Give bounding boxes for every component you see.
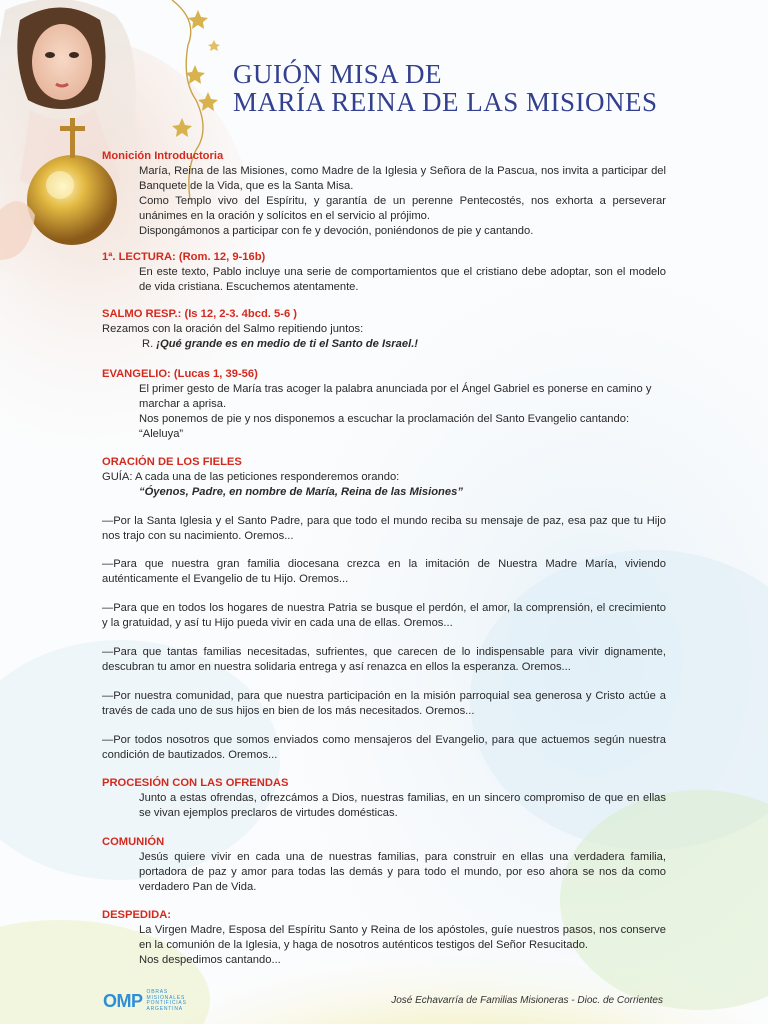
- petition-item: [102, 557, 666, 587]
- salmo-response-text: ¡Qué grande es en medio de ti el Santo de Israel.!: [156, 338, 419, 350]
- omp-logo: [103, 990, 187, 1012]
- evangelio-heading: EVANGELIO: (Lucas 1, 39-56): [102, 368, 258, 380]
- monicion-heading: Monición Introductoria: [102, 150, 224, 162]
- omp-logo-subtitle-line: OBRAS: [146, 989, 169, 995]
- despedida-body: [102, 923, 666, 968]
- despedida-paragraph-1: La Virgen Madre, Esposa del Espíritu Santo y Reina de los apóstoles, guíe nuestros pasos, nos conserve en la comunión de la Iglesia, y haga de nosotros auténticos testigos del Señor Resucitado.: [139, 924, 666, 951]
- evangelio-paragraph-2: Nos ponemos de pie y nos disponemos a escuchar la proclamación del Santo Evangelio cantando: “Aleluya”: [139, 413, 630, 440]
- monicion-paragraph-2: Como Templo vivo del Espíritu, y garantía de un perenne Pentecostés, nos exhorta a perseverar unánimes en la oración y solícitos en el servicio al prójimo.: [139, 195, 666, 222]
- monicion-paragraph-1: María, Reina de las Misiones, como Madre de la Iglesia y Señora de la Pascua, nos invita a participar del Banquete de la Vida, que es la Santa Misa.: [139, 165, 666, 192]
- petition-item: [102, 514, 666, 544]
- despedida-section: [102, 908, 666, 968]
- monicion-body: [102, 164, 666, 239]
- petition-text: —Para que en todos los hogares de nuestra Patria se busque el perdón, el amor, la comprensión, el crecimiento y la gratuidad, y así tu Hijo pueda vivir en cada una de ellas. Oremos...: [102, 602, 666, 629]
- oracion-section: [102, 455, 666, 500]
- lectura-heading: 1ª. LECTURA: (Rom. 12, 9-16b): [102, 251, 266, 263]
- petition-item: [102, 645, 666, 675]
- salmo-section: [102, 307, 666, 352]
- salmo-response-prefix: R.: [142, 338, 157, 350]
- oracion-heading: ORACIÓN DE LOS FIELES: [102, 456, 242, 468]
- omp-logo-subtitle-line: PONTIFICIAS: [146, 1000, 187, 1006]
- title-line-1: GUIÓN MISA DE: [233, 59, 442, 89]
- comunion-heading: COMUNIÓN: [102, 836, 165, 848]
- lectura-paragraph: En este texto, Pablo incluye una serie de comportamientos que el cristiano debe adoptar, son el modelo de vida cristiana. Escuchemos atentamente.: [139, 266, 666, 293]
- salmo-response: [102, 337, 666, 352]
- despedida-paragraph-2: Nos despedimos cantando...: [139, 954, 281, 966]
- comunion-body: [102, 850, 666, 895]
- petition-item: [102, 601, 666, 631]
- evangelio-body: [102, 382, 666, 442]
- procesion-body: [102, 791, 666, 821]
- omp-logo-subtitle-line: MISIONALES: [146, 994, 186, 1001]
- procesion-section: [102, 776, 666, 821]
- comunion-paragraph: Jesús quiere vivir en cada una de nuestras familias, para construir en ellas una verdadera familia, portadora de paz y amor para todas las demás y para todo el mundo, por eso ahora se nos da como verdadero Pan de Vida.: [139, 851, 666, 893]
- monicion-section: [102, 149, 666, 239]
- petition-text: —Por la Santa Iglesia y el Santo Padre, para que todo el mundo reciba su mensaje de paz, esa paz que tu Hijo nos trajo con su nacimiento. Oremos...: [102, 515, 666, 542]
- petition-text: —Para que nuestra gran familia diocesana crezca en la imitación de Nuestra Madre María, viviendo auténticamente el Evangelio de tu Hijo. Oremos...: [102, 558, 666, 585]
- comunion-section: [102, 835, 666, 895]
- omp-logo-subtitle: [147, 990, 187, 1012]
- oracion-response: “Óyenos, Padre, en nombre de María, Reina de las Misiones”: [139, 486, 463, 498]
- omp-logo-text: OMP: [103, 990, 143, 1011]
- evangelio-paragraph-1: El primer gesto de María tras acoger la palabra anunciada por el Ángel Gabriel es ponerse en camino y marchar a aprisa.: [139, 383, 652, 410]
- salmo-paragraph: Rezamos con la oración del Salmo repitiendo juntos:: [102, 323, 364, 335]
- despedida-heading: DESPEDIDA:: [102, 909, 171, 921]
- oracion-guia: GUÍA: A cada una de las peticiones responderemos orando:: [102, 471, 400, 483]
- petition-text: —Por nuestra comunidad, para que nuestra participación en la misión parroquial sea generosa y Cristo actúe a través de cada uno de sus hijos en bien de los más necesitados. Oremos...: [102, 690, 666, 717]
- lectura-body: [102, 265, 666, 295]
- footer-credit: José Echavarría de Familias Misioneras - Dioc. de Corrientes: [391, 995, 663, 1006]
- lectura-section: [102, 250, 666, 295]
- salmo-heading: SALMO RESP.: (Is 12, 2-3. 4bcd. 5-6 ): [102, 308, 298, 320]
- petition-item: [102, 689, 666, 719]
- petition-text: —Para que tantas familias necesitadas, sufrientes, que carecen de lo indispensable para vivir dignamente, descubran tu amor en nuestra solidaria entrega y así renazca en ellos la esperanza. Oremos...: [102, 646, 666, 673]
- page-title: [233, 60, 658, 116]
- petition-text: —Por todos nosotros que somos enviados como mensajeros del Evangelio, para que actuemos según nuestra condición de bautizados. Oremos...: [102, 734, 666, 761]
- procesion-paragraph: Junto a estas ofrendas, ofrezcámos a Dios, nuestras familias, en un sincero compromiso de que en ellas se vivan ejemplos preclaros de virtudes domésticas.: [139, 792, 666, 819]
- procesion-heading: PROCESIÓN CON LAS OFRENDAS: [102, 777, 289, 789]
- title-line-2: MARÍA REINA DE LAS MISIONES: [233, 87, 658, 117]
- omp-logo-subtitle-line: ARGENTINA: [146, 1005, 183, 1012]
- petition-item: [102, 733, 666, 763]
- evangelio-section: [102, 367, 666, 442]
- monicion-paragraph-3: Dispongámonos a participar con fe y devoción, poniéndonos de pie y cantando.: [139, 225, 534, 237]
